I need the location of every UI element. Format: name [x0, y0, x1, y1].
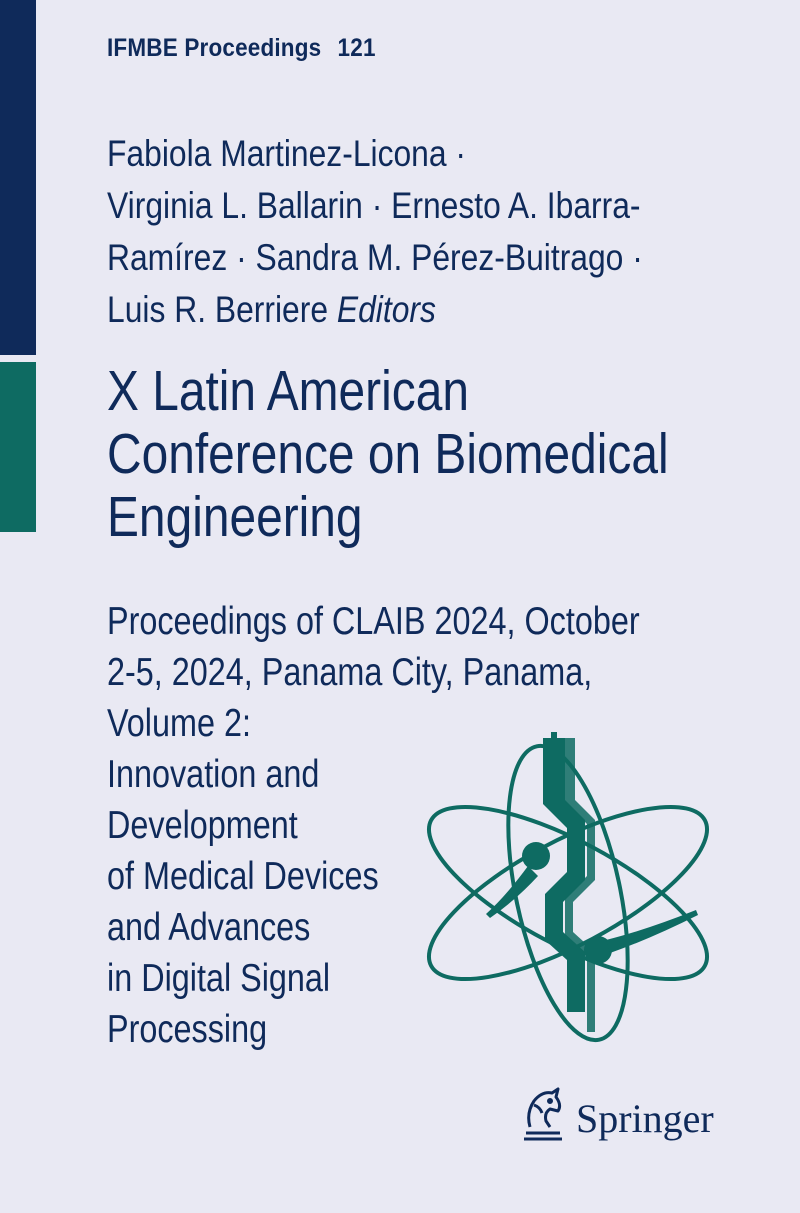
subtitle-line: in Digital Signal — [107, 957, 331, 1000]
subtitle-line: Innovation and — [107, 753, 320, 796]
subtitle-line: and Advances — [107, 906, 311, 949]
editor-name: Luis R. Berriere — [107, 289, 329, 330]
editors-line: Virginia L. Ballarin · Ernesto A. Ibarra- — [107, 185, 641, 226]
series-number: 121 — [337, 34, 376, 62]
title-line: Conference on Biomedical — [107, 422, 669, 486]
subtitle-line: of Medical Devices — [107, 855, 379, 898]
springer-logo — [520, 1087, 740, 1147]
subtitle-line: Development — [107, 804, 298, 847]
springer-horse-icon — [520, 1087, 566, 1143]
teal-side-bar — [0, 362, 36, 532]
series-label — [107, 34, 376, 63]
subtitle-line: Processing — [107, 1008, 268, 1051]
series-name: IFMBE Proceedings — [107, 34, 322, 62]
editors-block — [107, 128, 657, 336]
publisher-name: Springer — [576, 1096, 714, 1141]
editors-line: Fabiola Martinez-Licona · — [107, 133, 467, 174]
rod-of-asclepius-atom-icon — [408, 728, 738, 1048]
editors-role: Editors — [336, 289, 436, 330]
editors-line-last — [107, 284, 657, 336]
book-title — [107, 360, 669, 549]
subtitle-line: Volume 2: — [107, 702, 251, 745]
editors-line: Ramírez · Sandra M. Pérez-Buitrago · — [107, 237, 643, 278]
subtitle-line: Proceedings of CLAIB 2024, October — [107, 600, 640, 643]
navy-side-bar — [0, 0, 36, 355]
title-line: Engineering — [107, 485, 363, 549]
subtitle-line: 2-5, 2024, Panama City, Panama, — [107, 651, 593, 694]
title-line: X Latin American — [107, 359, 469, 423]
